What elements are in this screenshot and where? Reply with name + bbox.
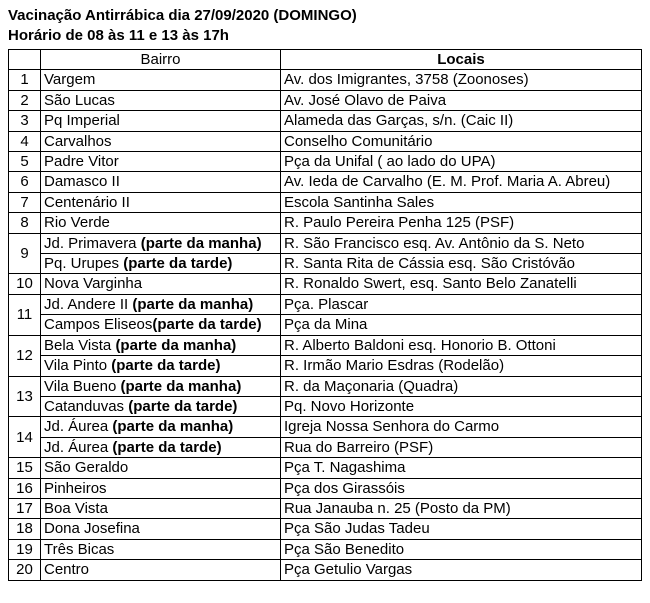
row-number: 2 (9, 90, 41, 110)
bairro-name: Rio Verde (44, 214, 110, 232)
bairro-name: Jd. Andere II (44, 295, 133, 313)
period-label: (parte da manha) (120, 377, 242, 395)
bairro-cell (41, 192, 281, 212)
row-number: 1 (9, 70, 41, 90)
row-number: 15 (9, 458, 41, 478)
local-cell: Rua Janauba n. 25 (Posto da PM) (281, 498, 642, 518)
local-cell: R. Santa Rita de Cássia esq. São Cristóvão (281, 254, 642, 274)
row-number: 12 (9, 335, 41, 376)
bairro-name: São Geraldo (44, 459, 129, 477)
table-row (9, 152, 642, 172)
local-cell: R. São Francisco esq. Av. Antônio da S. Neto (281, 233, 642, 253)
table-header-row (9, 50, 642, 70)
row-number: 5 (9, 152, 41, 172)
bairro-name: Bela Vista (44, 336, 116, 354)
bairro-cell (41, 478, 281, 498)
local-cell: Rua do Barreiro (PSF) (281, 437, 642, 457)
bairro-cell (41, 539, 281, 559)
period-label: (parte da tarde) (111, 357, 221, 375)
bairro-name: Campos Eliseos (44, 316, 153, 334)
local-cell: Pça Getulio Vargas (281, 560, 642, 580)
table-row (9, 437, 642, 457)
bairro-name: Catanduvas (44, 397, 129, 415)
row-number: 11 (9, 294, 41, 335)
header-locais: Locais (281, 50, 642, 70)
local-cell: Pça dos Girassóis (281, 478, 642, 498)
bairro-cell (41, 274, 281, 294)
table-row (9, 396, 642, 416)
bairro-cell (41, 254, 281, 274)
table-row (9, 70, 642, 90)
bairro-cell (41, 131, 281, 151)
table-row (9, 131, 642, 151)
local-cell: Conselho Comunitário (281, 131, 642, 151)
row-number: 18 (9, 519, 41, 539)
table-row (9, 335, 642, 355)
local-cell: R. Alberto Baldoni esq. Honorio B. Ottoni (281, 335, 642, 355)
bairro-cell (41, 233, 281, 253)
period-label: (parte da manha) (115, 336, 237, 354)
period-label: (parte da manha) (140, 234, 262, 252)
period-label: (parte da manha) (132, 295, 254, 313)
local-cell: Igreja Nossa Senhora do Carmo (281, 417, 642, 437)
bairro-cell (41, 294, 281, 314)
bairro-cell (41, 376, 281, 396)
row-number: 16 (9, 478, 41, 498)
local-cell: R. Irmão Mario Esdras (Rodelão) (281, 356, 642, 376)
bairro-name: Vila Pinto (44, 357, 112, 375)
table-row (9, 111, 642, 131)
bairro-cell (41, 356, 281, 376)
row-number: 7 (9, 192, 41, 212)
header-bairro: Bairro (41, 50, 281, 70)
bairro-name: Boa Vista (44, 499, 108, 517)
row-number: 3 (9, 111, 41, 131)
row-number: 13 (9, 376, 41, 417)
bairro-name: Pq. Urupes (44, 255, 124, 273)
bairro-cell (41, 498, 281, 518)
bairro-name: Dona Josefina (44, 520, 140, 538)
table-row (9, 233, 642, 253)
local-cell: R. Paulo Pereira Penha 125 (PSF) (281, 213, 642, 233)
bairro-name: Centenário II (44, 193, 130, 211)
bairro-cell (41, 560, 281, 580)
bairro-name: Centro (44, 561, 90, 579)
bairro-name: Jd. Primavera (44, 234, 141, 252)
local-cell: Pça da Unifal ( ao lado do UPA) (281, 152, 642, 172)
bairro-name: Nova Varginha (44, 275, 143, 293)
table-row (9, 274, 642, 294)
period-label: (parte da tarde) (128, 397, 238, 415)
bairro-cell (41, 335, 281, 355)
local-cell: Av. Ieda de Carvalho (E. M. Prof. Maria A. Abreu) (281, 172, 642, 192)
table-row (9, 315, 642, 335)
bairro-cell (41, 70, 281, 90)
row-number: 17 (9, 498, 41, 518)
period-label: (parte da tarde) (123, 255, 233, 273)
local-cell: R. da Maçonaria (Quadra) (281, 376, 642, 396)
local-cell: Av. dos Imigrantes, 3758 (Zoonoses) (281, 70, 642, 90)
table-row (9, 539, 642, 559)
bairro-cell (41, 90, 281, 110)
local-cell: Pça São Judas Tadeu (281, 519, 642, 539)
bairro-name: Pinheiros (44, 479, 107, 497)
bairro-name: Padre Vitor (44, 153, 119, 171)
table-row (9, 478, 642, 498)
bairro-cell (41, 458, 281, 478)
period-label: (parte da tarde) (112, 438, 222, 456)
table-row (9, 294, 642, 314)
local-cell: R. Ronaldo Swert, esq. Santo Belo Zanatelli (281, 274, 642, 294)
table-row (9, 213, 642, 233)
table-row (9, 90, 642, 110)
header-number (9, 50, 41, 70)
bairro-cell (41, 213, 281, 233)
row-number: 10 (9, 274, 41, 294)
bairro-name: Damasco II (44, 173, 120, 191)
table-row (9, 356, 642, 376)
local-cell: Alameda das Garças, s/n. (Caic II) (281, 111, 642, 131)
table-row (9, 192, 642, 212)
row-number: 20 (9, 560, 41, 580)
vaccination-table (8, 49, 642, 581)
local-cell: Pça da Mina (281, 315, 642, 335)
table-row (9, 458, 642, 478)
period-label: (parte da tarde) (152, 316, 262, 334)
table-body (9, 70, 642, 580)
bairro-name: Três Bicas (44, 540, 115, 558)
table-row (9, 376, 642, 396)
bairro-name: Jd. Áurea (44, 418, 113, 436)
bairro-name: Jd. Áurea (44, 438, 113, 456)
row-number: 6 (9, 172, 41, 192)
row-number: 19 (9, 539, 41, 559)
bairro-cell (41, 396, 281, 416)
bairro-name: São Lucas (44, 91, 115, 109)
local-cell: Pq. Novo Horizonte (281, 396, 642, 416)
bairro-cell (41, 172, 281, 192)
local-cell: Pça São Benedito (281, 539, 642, 559)
table-row (9, 254, 642, 274)
bairro-cell (41, 519, 281, 539)
row-number: 14 (9, 417, 41, 458)
row-number: 4 (9, 131, 41, 151)
local-cell: Escola Santinha Sales (281, 192, 642, 212)
row-number: 8 (9, 213, 41, 233)
bairro-cell (41, 111, 281, 131)
title-line-2: Horário de 08 às 11 e 13 às 17h (8, 27, 229, 44)
table-row (9, 560, 642, 580)
bairro-name: Vargem (44, 71, 96, 89)
bairro-cell (41, 315, 281, 335)
table-row (9, 498, 642, 518)
local-cell: Pça T. Nagashima (281, 458, 642, 478)
bairro-cell (41, 437, 281, 457)
bairro-cell (41, 152, 281, 172)
bairro-name: Vila Bueno (44, 377, 121, 395)
title-line-1: Vacinação Antirrábica dia 27/09/2020 (DOMINGO) (8, 7, 357, 24)
row-number: 9 (9, 233, 41, 274)
local-cell: Av. José Olavo de Paiva (281, 90, 642, 110)
bairro-cell (41, 417, 281, 437)
table-row (9, 172, 642, 192)
table-row (9, 417, 642, 437)
bairro-name: Pq Imperial (44, 112, 120, 130)
bairro-name: Carvalhos (44, 132, 112, 150)
table-row (9, 519, 642, 539)
period-label: (parte da manha) (112, 418, 234, 436)
local-cell: Pça. Plascar (281, 294, 642, 314)
